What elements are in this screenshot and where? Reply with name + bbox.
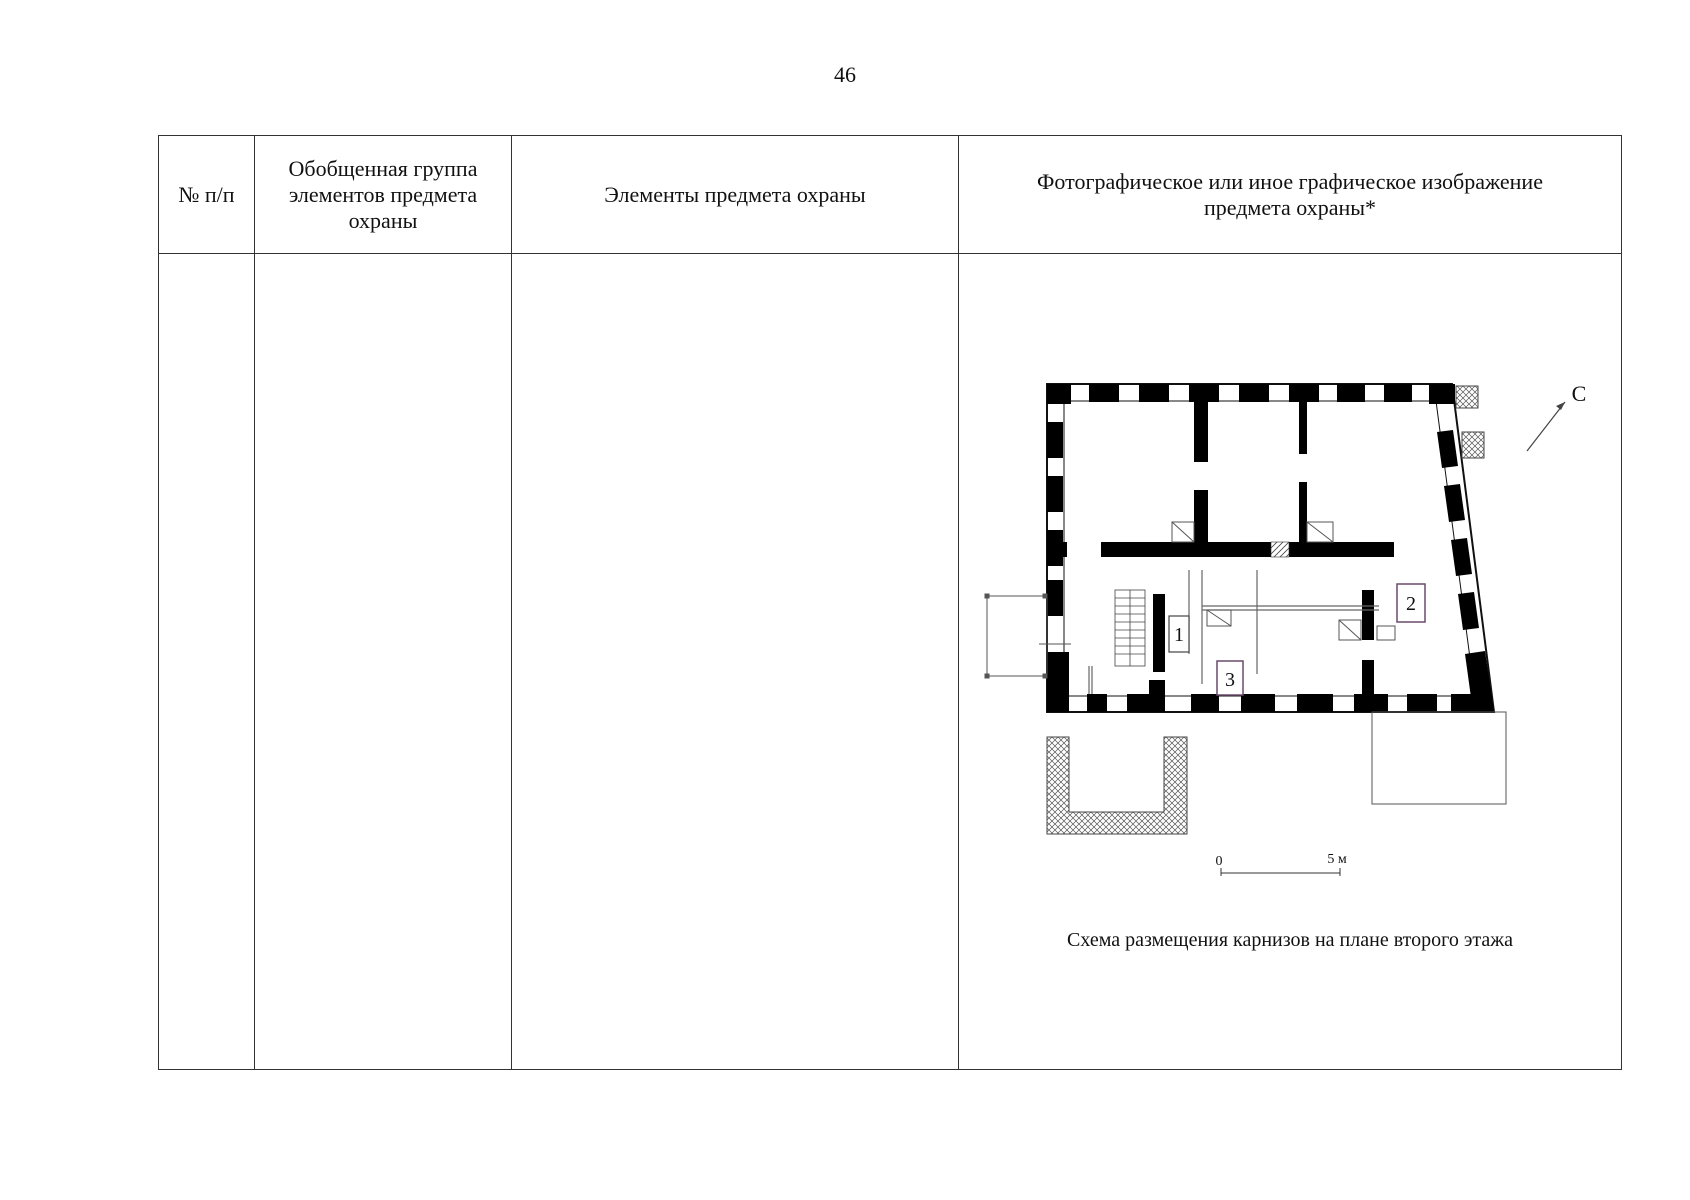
cell-group (255, 254, 512, 1070)
cell-image (959, 254, 1622, 1070)
page-number: 46 (834, 62, 856, 87)
header-group: Обобщенная группа элементов предмета охраны (255, 136, 512, 254)
bottom-wall-piers (1087, 694, 1473, 712)
cell-elements (512, 254, 959, 1070)
figure-caption: Схема размещения карнизов на плане второго этажа (1067, 929, 1513, 951)
north-arrow (1527, 381, 1586, 451)
top-wall-piers (1047, 384, 1455, 404)
header-number: № п/п (159, 136, 255, 254)
north-label: С (1571, 381, 1587, 406)
scale-end: 5 м (1327, 852, 1347, 867)
cell-number (159, 254, 255, 1070)
header-elements: Элементы предмета охраны (512, 136, 959, 254)
table-header-row (159, 136, 1622, 254)
header-image: Фотографическое или иное графическое изображение предмета охраны* (959, 136, 1622, 254)
marker-2: 2 (1406, 593, 1416, 615)
bottom-left-annex (1047, 737, 1187, 834)
scale-bar (1216, 852, 1347, 876)
marker-3: 3 (1225, 669, 1235, 691)
scale-start: 0 (1215, 854, 1223, 869)
interior-walls (1047, 402, 1394, 700)
protection-table (158, 135, 1622, 1070)
table-row (159, 254, 1622, 1070)
left-wall-piers (1047, 422, 1069, 712)
staircase (1115, 590, 1145, 666)
bottom-right-annex (1372, 712, 1506, 804)
marker-1: 1 (1174, 624, 1184, 646)
